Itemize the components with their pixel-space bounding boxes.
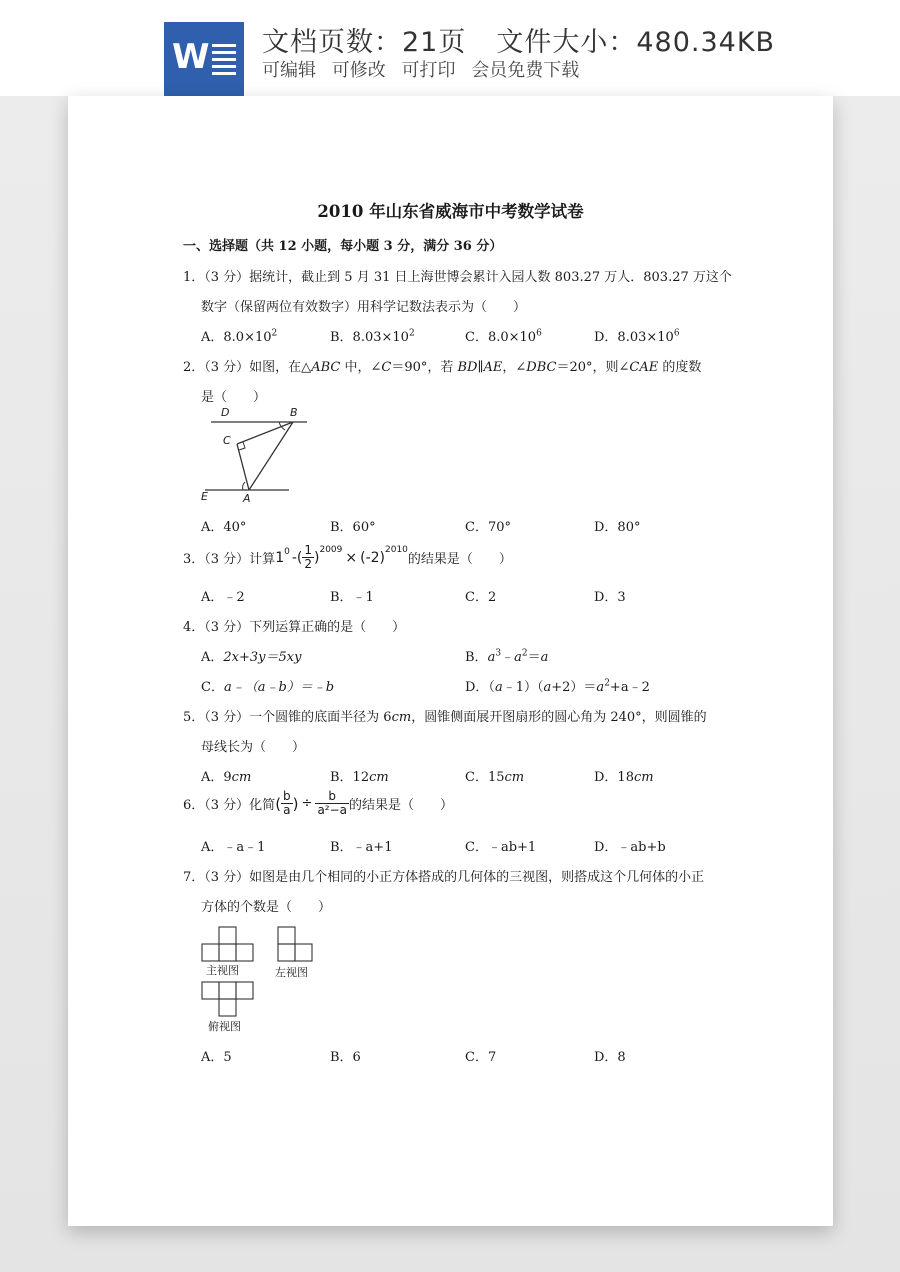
feature-list bbox=[262, 56, 589, 82]
q3-option-c: C．2 bbox=[465, 590, 497, 605]
q3-option-a: A．﹣2 bbox=[201, 590, 245, 605]
q1-option-d: D．$8.03\times 10^6$ bbox=[594, 328, 680, 345]
q1-option-a: A．$8.0\times 10^2$ bbox=[201, 328, 278, 345]
q5-option-a: A．9cm bbox=[201, 770, 252, 785]
q7-label-front-view: 主视图 bbox=[206, 964, 239, 977]
q4-option-a: A．2x+3y＝5xy bbox=[201, 650, 302, 665]
q3-stem: 3．（3 分）计算 1 $^0$ -( $\frac{1}{2}$ ) $^{2009}$ × (-2) $^{2010}$ 的结果是（ ） bbox=[183, 543, 512, 572]
q4-option-c: C．a﹣（a﹣b）＝﹣b bbox=[201, 680, 335, 695]
q2-label-d: D bbox=[221, 406, 230, 419]
q5-option-d: D．18cm bbox=[594, 770, 654, 785]
q2-triangle-figure bbox=[193, 406, 313, 506]
q2-option-b: B．60° bbox=[330, 520, 376, 535]
q6-option-c: C．﹣ab+1 bbox=[465, 840, 537, 855]
q7-stem-line1: 7．（3 分）如图是由几个相同的小正方体搭成的几何体的三视图，则搭成这个几何体的小正 bbox=[183, 870, 705, 885]
q6-option-b: B．﹣a+1 bbox=[330, 840, 393, 855]
q6-fraction-2: $\frac{b}{\text{a²−a}}$ bbox=[317, 789, 348, 818]
q7-option-a: A．5 bbox=[201, 1050, 232, 1065]
q5-stem-line2: 母线长为（ ） bbox=[201, 740, 306, 755]
q2-option-d: D．80° bbox=[594, 520, 641, 535]
q1-stem-line1: 1．（3 分）据统计，截止到 5 月 31 日上海世博会累计入园人数 803.27 万人．803.27 万这个 bbox=[183, 270, 732, 285]
document-page bbox=[68, 96, 833, 1226]
q1-option-c: C．$8.0\times 10^6$ bbox=[465, 328, 542, 345]
q6-fraction-1: $\frac{b}{a}$ bbox=[283, 789, 291, 818]
q3-fraction: $\frac{1}{2}$ bbox=[304, 543, 312, 572]
q2-label-b: B bbox=[290, 406, 298, 419]
q6-option-d: D．﹣ab+b bbox=[594, 840, 666, 855]
q2-option-a: A．40° bbox=[201, 520, 247, 535]
q7-label-top-view: 俯视图 bbox=[208, 1020, 241, 1033]
q5-option-b: B．12cm bbox=[330, 770, 389, 785]
word-document-icon: W bbox=[164, 22, 244, 96]
q4-stem: 4．（3 分）下列运算正确的是（ ） bbox=[183, 620, 406, 635]
feature-editable: 可编辑 bbox=[262, 60, 316, 81]
q2-stem-line1: 2．（3 分）如图，在△ABC 中，∠C＝90°，若 BD∥AE，∠DBC＝20°，则∠CAE 的度数 bbox=[183, 360, 702, 375]
q2-figure-svg bbox=[193, 406, 313, 506]
q1-stem-line2: 数字（保留两位有效数字）用科学记数法表示为（ ） bbox=[201, 300, 527, 315]
q7-stem-line2: 方体的个数是（ ） bbox=[201, 900, 332, 915]
q6-option-a: A．﹣a﹣1 bbox=[201, 840, 266, 855]
q3-option-d: D．3 bbox=[594, 590, 626, 605]
q2-label-a: A bbox=[243, 492, 251, 505]
q5-stem-line1: 5．（3 分）一个圆锥的底面半径为 6cm，圆锥侧面展开图扇形的圆心角为 240°，则圆锥的 bbox=[183, 710, 707, 725]
q3-option-b: B．﹣1 bbox=[330, 590, 374, 605]
file-size: 文件大小：480.34KB bbox=[496, 27, 776, 58]
q5-option-c: C．15cm bbox=[465, 770, 525, 785]
q2-stem-line2: 是（ ） bbox=[201, 390, 267, 405]
q2-label-e: E bbox=[201, 490, 208, 503]
exam-title: 2010 年山东省威海市中考数学试卷 bbox=[317, 202, 584, 221]
q6-stem: 6．（3 分）化简 ( $\frac{b}{a}$ ) ÷ $\frac{b}{\text{a²−a}}$ 的结果是（ ） bbox=[183, 789, 454, 818]
q7-option-c: C．7 bbox=[465, 1050, 497, 1065]
page-count: 文档页数：21页 bbox=[262, 27, 467, 58]
section-heading: 一、选择题（共 12 小题，每小题 3 分，满分 36 分） bbox=[183, 239, 503, 254]
q7-option-d: D．8 bbox=[594, 1050, 626, 1065]
feature-printable: 可打印 bbox=[401, 60, 456, 81]
q7-three-view-figure bbox=[198, 924, 328, 1040]
q1-option-b: B．$8.03\times 10^2$ bbox=[330, 328, 415, 345]
q7-label-left-view: 左视图 bbox=[275, 966, 308, 979]
q4-option-b: B．$a^3﹣a^2=a$ bbox=[465, 648, 549, 665]
feature-modifiable: 可修改 bbox=[331, 60, 386, 81]
q7-option-b: B．6 bbox=[330, 1050, 361, 1065]
q2-label-c: C bbox=[223, 434, 231, 447]
download-header bbox=[0, 0, 900, 96]
q4-option-d: D．$(a﹣1)(a+2)=a^2+a﹣2$ bbox=[465, 678, 650, 695]
feature-member-free: 会员免费下载 bbox=[471, 60, 580, 81]
file-info-title bbox=[262, 20, 775, 59]
q2-option-c: C．70° bbox=[465, 520, 511, 535]
